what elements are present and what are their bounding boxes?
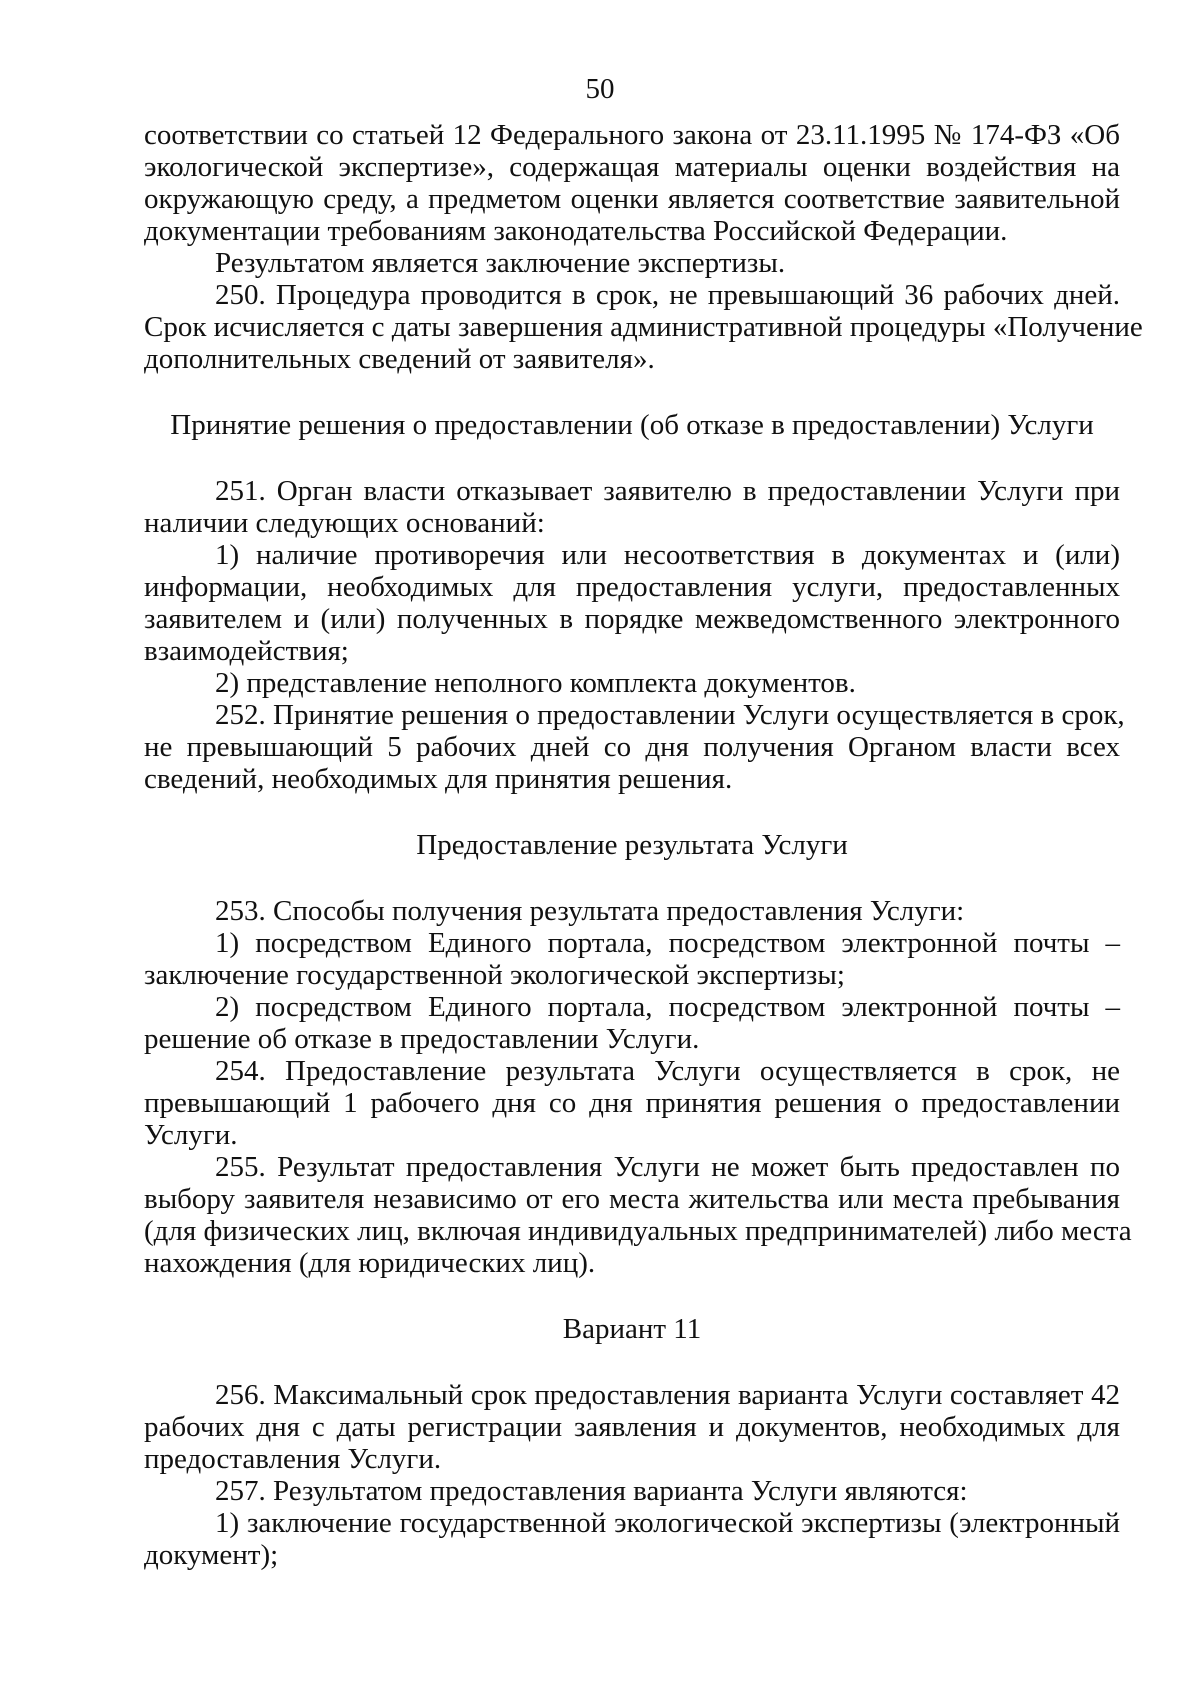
list-item-line: взаимодействия; [144, 635, 349, 667]
paragraph-255-line: (для физических лиц, включая индивидуальных предпринимателей) либо места [144, 1215, 1132, 1247]
paragraph-250-line: дополнительных сведений от заявителя». [144, 343, 655, 375]
section-heading-decision: Принятие решения о предоставлении (об отказе в предоставлении) Услуги [170, 409, 1094, 441]
paragraph-250-line: 250. Процедура проводится в срок, не превышающий 36 рабочих дней. [215, 279, 1120, 311]
page-number: 50 [585, 73, 615, 105]
paragraph-256-line: 256. Максимальный срок предоставления варианта Услуги составляет 42 [215, 1379, 1120, 1411]
list-item-line: заявителем и (или) полученных в порядке межведомственного электронного [144, 603, 1120, 635]
paragraph-250-line: Срок исчисляется с даты завершения административной процедуры «Получение [144, 311, 1143, 343]
list-item-line: информации, необходимых для предоставления услуги, предоставленных [144, 571, 1120, 603]
paragraph-255-line: нахождения (для юридических лиц). [144, 1247, 596, 1279]
paragraph-252-line: 252. Принятие решения о предоставлении Услуги осуществляется в срок, [215, 699, 1125, 731]
paragraph-251-line: наличии следующих оснований: [144, 507, 545, 539]
paragraph-251-line: 251. Орган власти отказывает заявителю в предоставлении Услуги при [215, 475, 1120, 507]
text-line: документации требованиям законодательства Российской Федерации. [144, 215, 1008, 247]
paragraph-256-line: рабочих дня с даты регистрации заявления и документов, необходимых для [144, 1411, 1120, 1443]
list-item-line: 2) посредством Единого портала, посредством электронной почты – [215, 991, 1120, 1023]
paragraph-255-line: 255. Результат предоставления Услуги не может быть предоставлен по [215, 1151, 1120, 1183]
list-item-line: документ); [144, 1539, 279, 1571]
list-item-line: 1) заключение государственной экологической экспертизы (электронный [215, 1507, 1120, 1539]
list-item-line: 2) представление неполного комплекта документов. [215, 667, 856, 699]
paragraph-255-line: выбору заявителя независимо от его места жительства или места пребывания [144, 1183, 1120, 1215]
paragraph-253-line: 253. Способы получения результата предоставления Услуги: [215, 895, 965, 927]
paragraph-256-line: предоставления Услуги. [144, 1443, 442, 1475]
list-item-line: 1) посредством Единого портала, посредством электронной почты – [215, 927, 1120, 959]
paragraph-252-line: сведений, необходимых для принятия решения. [144, 763, 733, 795]
list-item-line: заключение государственной экологической экспертизы; [144, 959, 845, 991]
paragraph-257-line: 257. Результатом предоставления варианта Услуги являются: [215, 1475, 968, 1507]
text-line: Результатом является заключение экспертизы. [215, 247, 786, 279]
text-line: экологической экспертизе», содержащая материалы оценки воздействия на [144, 151, 1120, 183]
paragraph-254-line: Услуги. [144, 1119, 238, 1151]
section-heading-result: Предоставление результата Услуги [416, 829, 848, 861]
text-line: соответствии со статьей 12 Федерального закона от 23.11.1995 № 174-ФЗ «Об [144, 119, 1120, 151]
text-line: окружающую среду, а предметом оценки является соответствие заявительной [144, 183, 1120, 215]
list-item-line: решение об отказе в предоставлении Услуги. [144, 1023, 700, 1055]
paragraph-252-line: не превышающий 5 рабочих дней со дня получения Органом власти всех [144, 731, 1120, 763]
section-heading-variant: Вариант 11 [562, 1313, 702, 1345]
paragraph-254-line: превышающий 1 рабочего дня со дня принятия решения о предоставлении [144, 1087, 1120, 1119]
list-item-line: 1) наличие противоречия или несоответствия в документах и (или) [215, 539, 1120, 571]
paragraph-254-line: 254. Предоставление результата Услуги осуществляется в срок, не [215, 1055, 1120, 1087]
